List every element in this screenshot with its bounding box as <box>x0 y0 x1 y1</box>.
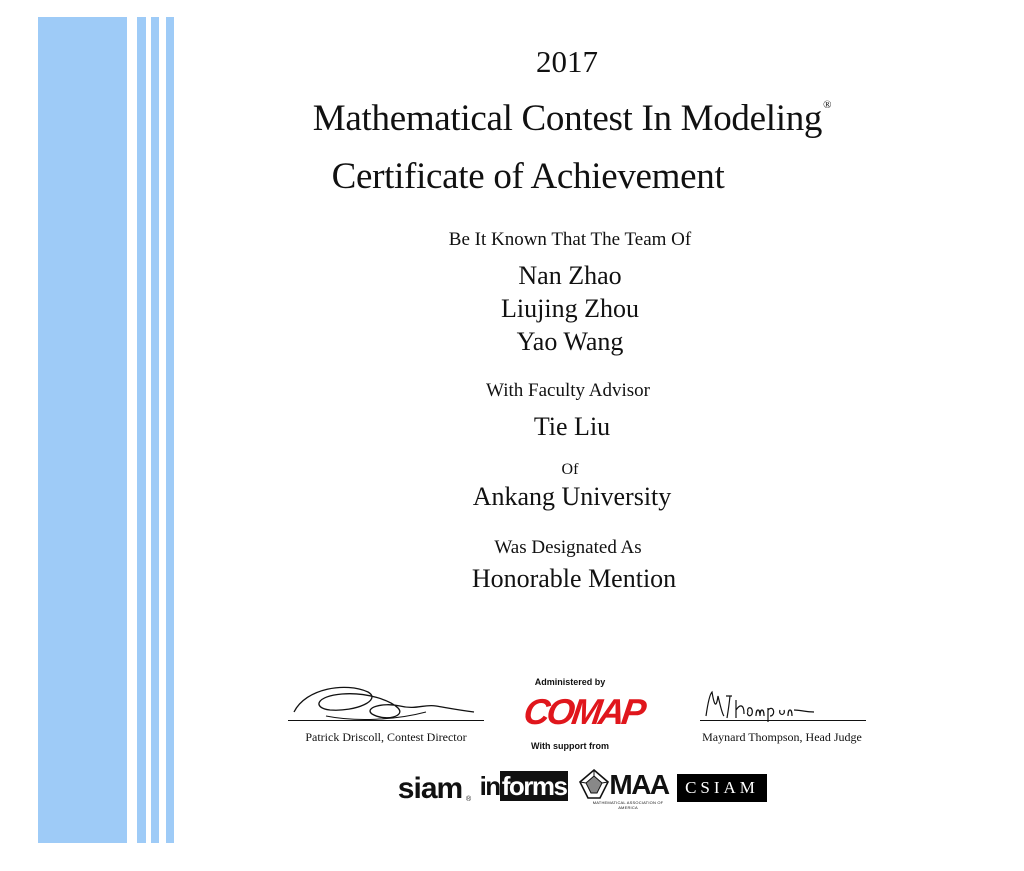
head-judge-signature-line <box>700 720 866 721</box>
designation-label: Was Designated As <box>494 537 642 558</box>
contest-year: 2017 <box>536 44 598 79</box>
comap-logo: COMAP <box>521 691 646 732</box>
siam-logo: siam <box>397 772 463 805</box>
team-member: Yao Wang <box>516 327 624 356</box>
head-judge-signature <box>702 688 822 722</box>
csiam-logo: CSIAM <box>677 774 767 802</box>
team-intro: Be It Known That The Team Of <box>448 229 692 250</box>
administered-by-label: Administered by <box>534 677 606 687</box>
institution-name: Ankang University <box>472 482 672 511</box>
director-signature-line <box>288 720 484 721</box>
support-label: With support from <box>531 741 609 751</box>
informs-logo-prefix: in <box>479 770 500 801</box>
advisor-label: With Faculty Advisor <box>486 380 650 401</box>
team-member: Nan Zhao <box>518 261 622 290</box>
registered-mark: ® <box>823 99 832 111</box>
informs-logo-suffix: forms <box>501 771 567 801</box>
award-designation: Honorable Mention <box>471 564 677 593</box>
of-label: Of <box>561 461 579 478</box>
team-member: Liujing Zhou <box>501 294 639 323</box>
informs-logo <box>479 770 567 802</box>
director-caption: Patrick Driscoll, Contest Director <box>305 730 467 744</box>
maa-logo: MAA <box>609 769 669 800</box>
contest-name-text: Mathematical Contest In Modeling <box>312 98 823 139</box>
maa-subtitle: MATHEMATICAL ASSOCIATION OF AMERICA <box>592 800 664 810</box>
maa-emblem-icon <box>578 768 610 800</box>
siam-registered-mark: ® <box>466 796 472 803</box>
faculty-advisor: Tie Liu <box>533 412 611 441</box>
head-judge-caption: Maynard Thompson, Head Judge <box>702 730 862 744</box>
certificate-title: Certificate of Achievement <box>331 156 725 197</box>
contest-name <box>252 97 892 140</box>
